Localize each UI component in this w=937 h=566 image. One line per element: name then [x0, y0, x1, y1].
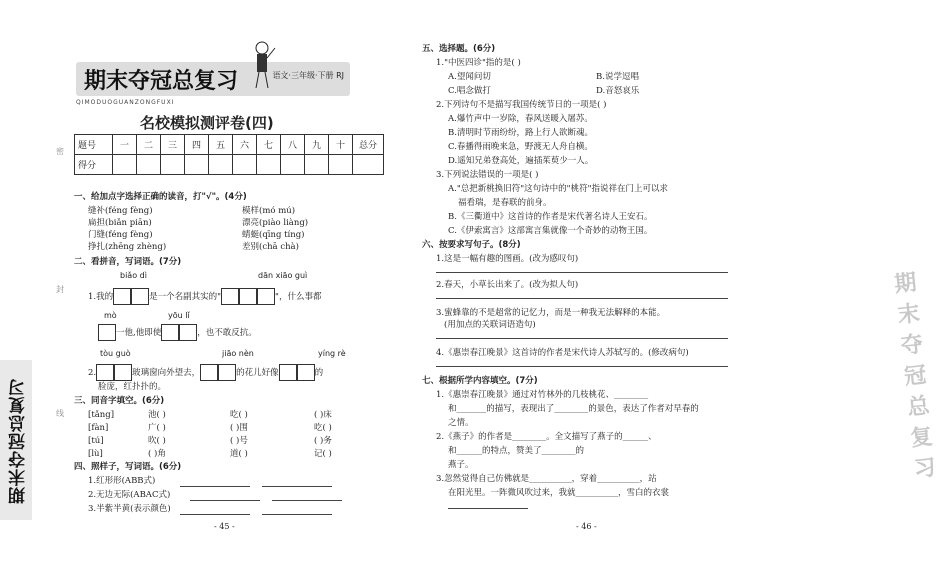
q3-blank[interactable]: ( )床: [314, 410, 332, 420]
q6-item-note: (用加点的关联词语造句): [444, 320, 536, 330]
q3-blank[interactable]: ( )角: [148, 449, 166, 459]
q1-item[interactable]: 差别(chā chà): [242, 242, 299, 252]
q3-pinyin: [fàn]: [88, 423, 109, 433]
q3-blank[interactable]: 广( ): [148, 423, 166, 433]
answer-box[interactable]: [161, 324, 179, 341]
answer-box[interactable]: [98, 324, 116, 341]
q7-line: 2.《燕子》的作者是________。全文描写了燕子的______、: [436, 432, 657, 442]
q3-blank[interactable]: 吹( ): [148, 436, 166, 446]
q5-option[interactable]: C.唱念做打: [448, 86, 491, 96]
q7-line: 3.忽然觉得自己仿佛就是__________，穿着__________，站: [436, 474, 657, 484]
pinyin: jiāo nèn: [222, 349, 254, 358]
side-brand: 期末夺冠总复习: [9, 378, 29, 504]
answer-line[interactable]: [448, 508, 528, 509]
q2-line-3: 2. 玻璃窗向外望去， 的花儿好像 的: [88, 364, 323, 381]
answer-box[interactable]: [221, 288, 239, 305]
q5-option-cont: 福看瑞，是春联的前身。: [458, 198, 552, 208]
binding-strip: [0, 360, 32, 520]
answer-box[interactable]: [114, 364, 132, 381]
q1-item[interactable]: 缝补(féng fèng): [88, 206, 153, 216]
brand-title: 期末夺冠总复习: [84, 69, 239, 94]
q5-2: 2.下列诗句不是描写我国传统节日的一项是( ): [436, 100, 607, 110]
q4-heading: 四、照样子，写词语。(6分): [74, 462, 182, 472]
q7-line: 在阳光里。一阵微风吹过来，我就__________，雪白的衣裳: [448, 488, 670, 498]
answer-box[interactable]: [218, 364, 236, 381]
q1-item[interactable]: 扁担(biǎn piān): [88, 218, 152, 228]
answer-box[interactable]: [200, 364, 218, 381]
q5-heading: 五、选择题。(6分): [422, 44, 496, 54]
q7-line: 1.《惠崇春江晚景》通过对竹林外的几枝桃花、________: [436, 390, 649, 400]
q2-line-2: 一他,他即使 ，也不敢反抗。: [98, 324, 257, 341]
answer-line[interactable]: [180, 486, 250, 487]
header-banner: [76, 62, 350, 96]
q5-option[interactable]: D.遥知兄弟登高处，遍插茱萸少一人。: [448, 156, 594, 166]
answer-line[interactable]: [436, 366, 728, 367]
answer-line[interactable]: [262, 486, 332, 487]
q6-heading: 六、按要求写句子。(8分): [422, 240, 521, 250]
q4-item: 1.红形形(ABB式): [88, 476, 156, 486]
answer-box[interactable]: [113, 288, 131, 305]
answer-line[interactable]: [436, 338, 728, 339]
page-title: 名校模拟测评卷(四): [140, 114, 274, 132]
q5-option[interactable]: D.音怒哀乐: [596, 86, 640, 96]
left-page: [0, 0, 392, 566]
score-header-row: 题号 一 二 三 四 五 六 七 八 九 十 总分: [75, 135, 384, 155]
q2-line-1: 1.我的 是一个名副其实的" "，什么事都: [88, 288, 321, 305]
q3-blank[interactable]: 记( ): [314, 449, 332, 459]
answer-box[interactable]: [239, 288, 257, 305]
grade-meta: 语文·三年级·下册 RJ: [272, 71, 344, 80]
q2-line-4: 脸庞，红扑扑的。: [98, 382, 167, 392]
q5-option[interactable]: C.《伊索寓言》这部寓言集就像一个奇妙的动物王国。: [448, 226, 653, 236]
q3-blank[interactable]: ( )围: [230, 423, 248, 433]
seal-mark-1: 密: [56, 147, 64, 156]
q7-line: 和_______的描写，表现出了________的景色，表达了作者对早春的: [448, 404, 699, 414]
pinyin: biǎo dì: [120, 271, 147, 280]
q3-heading: 三、同音字填空。(6分): [74, 396, 165, 406]
brand-pinyin: QIMODUOGUANZONGFUXI: [76, 99, 175, 106]
mascot-icon: [248, 40, 276, 90]
q1-item[interactable]: 蜻蜓(qīng tíng): [242, 230, 305, 240]
pinyin: dān xiāo guì: [258, 271, 308, 280]
answer-line[interactable]: [180, 514, 250, 515]
q5-option[interactable]: A."总把新桃换旧符"这句诗中的"桃符"指说祥在门上可以求: [448, 184, 668, 194]
pinyin: mò: [104, 311, 117, 320]
q5-option[interactable]: B.《三衢道中》这首诗的作者是宋代著名诗人王安石。: [448, 212, 653, 222]
answer-box[interactable]: [257, 288, 275, 305]
q5-3: 3.下列说法错误的一项是( ): [436, 170, 539, 180]
q5-option[interactable]: B.清明时节雨纷纷，路上行人欲断魂。: [448, 128, 593, 138]
answer-box[interactable]: [279, 364, 297, 381]
answer-line[interactable]: [262, 514, 332, 515]
q5-option[interactable]: A.望闻问切: [448, 72, 491, 82]
q5-option[interactable]: C.春播得雨晚来急，野渡无人舟自横。: [448, 142, 593, 152]
q5-option[interactable]: B.说学逗唱: [596, 72, 639, 82]
right-page: [400, 0, 937, 566]
q3-blank[interactable]: ( )务: [314, 436, 332, 446]
answer-box[interactable]: [179, 324, 197, 341]
score-table: [74, 134, 384, 175]
q7-line: 燕子。: [448, 460, 474, 470]
answer-box[interactable]: [131, 288, 149, 305]
q5-option[interactable]: A.爆竹声中一岁除，春风送暖入屠苏。: [448, 114, 593, 124]
page-number: - 45 -: [214, 522, 235, 531]
pinyin: yōu lǐ: [168, 311, 190, 320]
q6-item: 1.这是一幅有趣的图画。(改为感叹句): [436, 254, 579, 264]
q1-item[interactable]: 门缝(féng fèng): [88, 230, 153, 240]
q1-item[interactable]: 模样(mó mú): [242, 206, 296, 216]
answer-box[interactable]: [297, 364, 315, 381]
q1-item[interactable]: 漂亮(piào liàng): [242, 218, 309, 228]
q3-blank[interactable]: 吃( ): [230, 410, 248, 420]
q1-item[interactable]: 挣扎(zhēng zhèng): [88, 242, 167, 252]
pinyin: yíng rè: [318, 349, 346, 358]
q1-heading: 一、给加点字选择正确的读音，打"√"。(4分): [74, 192, 247, 202]
q3-blank[interactable]: ( )号: [230, 436, 248, 446]
q2-heading: 二、看拼音，写词语。(7分): [74, 257, 182, 267]
page-number: - 46 -: [576, 522, 597, 531]
score-value-row: 得分: [75, 155, 384, 175]
q3-blank[interactable]: 吃( ): [314, 423, 332, 433]
answer-line[interactable]: [272, 500, 342, 501]
q4-item: 2.无边无际(ABAC式): [88, 490, 171, 500]
watermark: 期末夺冠总复习: [893, 270, 937, 483]
q6-item: 2.春天，小草长出来了。(改为拟人句): [436, 280, 579, 290]
seal-mark-3: 线: [56, 409, 64, 418]
answer-box[interactable]: [96, 364, 114, 381]
q3-pinyin: [lù]: [88, 449, 103, 459]
q3-pinyin: [tǎng]: [88, 410, 115, 420]
seal-mark-2: 封: [56, 285, 64, 294]
q4-item: 3.半紫半黄(表示颜色): [88, 504, 171, 514]
q6-item: 4.《惠崇春江晚景》这首诗的作者是宋代诗人苏轼写的。(修改病句): [436, 348, 689, 358]
pinyin: tòu guò: [100, 349, 131, 358]
q3-blank[interactable]: 池( ): [148, 410, 166, 420]
q3-blank[interactable]: 道( ): [230, 449, 248, 459]
answer-line[interactable]: [436, 272, 728, 273]
q7-heading: 七、根据所学内容填空。(7分): [422, 376, 538, 386]
answer-line[interactable]: [436, 298, 728, 299]
q7-line: 和______的特点，赞美了________的: [448, 446, 585, 456]
q5-1: 1."中医四诊"指的是( ): [436, 58, 521, 68]
answer-line[interactable]: [190, 500, 260, 501]
q7-line: 之情。: [448, 418, 474, 428]
q3-pinyin: [tú]: [88, 436, 104, 446]
q6-item: 3.蜜蜂靠的不是超常的记忆力，而是一种我无法解释的本能。: [436, 308, 666, 318]
